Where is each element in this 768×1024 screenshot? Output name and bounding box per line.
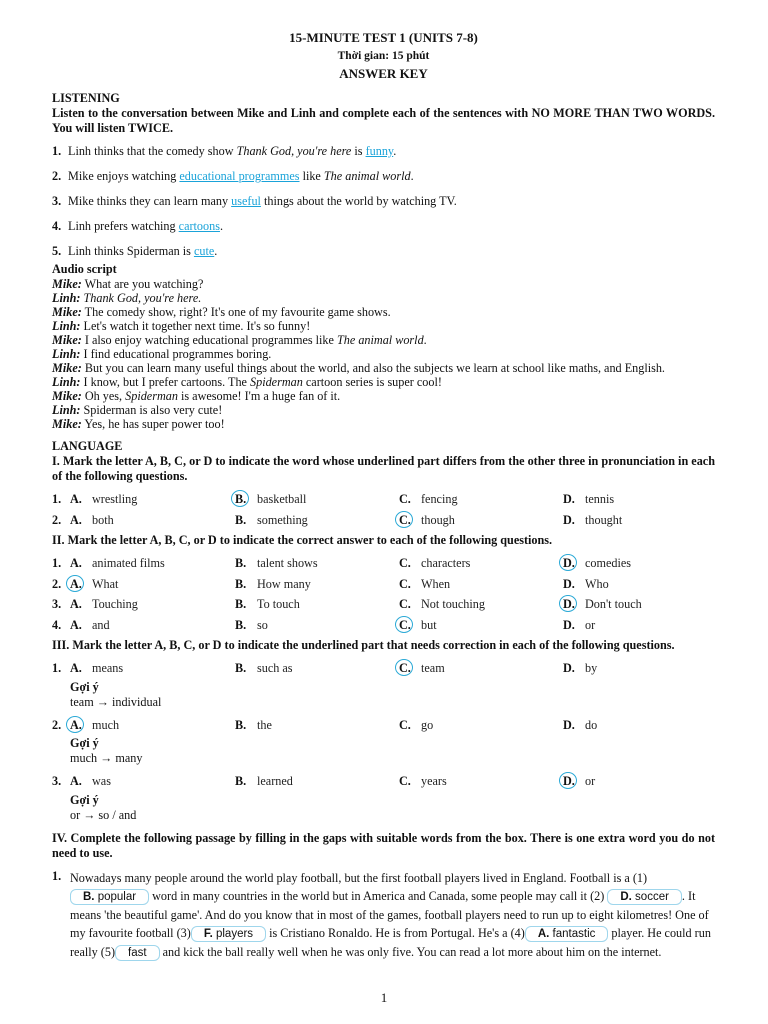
option-text: learned [257, 774, 293, 788]
option [399, 597, 563, 612]
page-title: 15-MINUTE TEST 1 (UNITS 7-8) [289, 30, 478, 45]
hint [70, 793, 715, 823]
option-letter: C. [399, 513, 421, 528]
question-number: 1. [52, 492, 62, 506]
option-letter: B. [235, 492, 257, 507]
option [70, 513, 235, 528]
option-letter: A. [70, 774, 82, 788]
hint-text: or → so / and [70, 807, 137, 822]
script-line: Mike: Oh yes, Spiderman is awesome! I'm a huge fan of it. [52, 389, 341, 403]
correct-answer-circle [395, 659, 413, 676]
option-text: basketball [257, 492, 307, 506]
correct-answer-circle [559, 554, 577, 571]
option [235, 513, 399, 528]
hint-text: team → individual [70, 694, 162, 709]
script-line: Mike: What are you watching? [52, 277, 204, 291]
correct-answer-circle [66, 575, 84, 592]
option [563, 597, 703, 612]
option-letter: B. [235, 556, 247, 570]
script-line: Mike: I also enjoy watching educational programmes like The animal world. [52, 333, 427, 347]
question-row [52, 718, 715, 733]
listening-question-4: 4. Linh prefers watching cartoons. [52, 219, 224, 233]
correct-answer-circle [559, 595, 577, 612]
option-text: characters [421, 556, 471, 570]
option-letter: B. [235, 717, 247, 732]
option [235, 618, 399, 633]
question-row [52, 618, 715, 633]
listening-heading: LISTENING [52, 91, 120, 105]
option [399, 618, 563, 633]
section-1-instruction: I. Mark the letter A, B, C, or D to indicate the word whose underlined part differs from the other three in pronunciation in each of the following questions. [52, 454, 715, 483]
option-text: but [421, 617, 437, 632]
question-row [52, 577, 715, 592]
option-letter: C. [399, 618, 421, 633]
option-letter: A. [70, 661, 82, 675]
option-letter: D. [563, 556, 585, 571]
listening-question-5: 5. Linh thinks Spiderman is cute. [52, 244, 218, 258]
script-line: Linh: Thank God, you're here. [52, 291, 202, 305]
option-text: Touching [92, 597, 138, 611]
option [563, 661, 703, 676]
correct-answer-circle [66, 716, 84, 733]
section-2-instruction: II. Mark the letter A, B, C, or D to indicate the correct answer to each of the following questions. [52, 533, 553, 547]
option-letter: D. [563, 512, 575, 527]
option-letter: D. [563, 597, 585, 612]
option [235, 597, 399, 612]
script-line: Mike: But you can learn many useful things about the world, and also the subjects we learn at school like maths, and English. [52, 361, 665, 375]
answer-blank-5: fast [115, 945, 160, 961]
option [235, 556, 399, 571]
option-text: When [421, 576, 451, 591]
option-text: Not touching [421, 597, 485, 611]
section-4-instruction: IV. Complete the following passage by filling in the gaps with suitable words from the box. There is one extra word you do not need to use. [52, 830, 715, 860]
option [70, 661, 235, 676]
listening-question-1: 1. Linh thinks that the comedy show Thank God, you're here is funny. [52, 144, 397, 158]
option-letter: B. [235, 576, 247, 591]
option [235, 577, 399, 592]
option-text: Don't touch [585, 597, 642, 611]
answer-text: cartoons [178, 219, 220, 233]
option-text: years [421, 774, 447, 788]
listening-question-2: 2. Mike enjoys watching educational programmes like The animal world. [52, 169, 414, 183]
option-letter: C. [399, 492, 411, 506]
option [563, 618, 703, 633]
option [399, 513, 563, 528]
option [399, 556, 563, 571]
question-row [52, 661, 715, 676]
option-text: and [92, 617, 110, 632]
question-number: 2. [52, 512, 62, 527]
option-text: or [585, 774, 596, 788]
option-text: much [92, 717, 120, 732]
option [235, 718, 399, 733]
section-1-rows [52, 492, 715, 528]
question-number: 1. [52, 556, 62, 570]
hint [70, 736, 715, 766]
option [70, 556, 235, 571]
option-letter: B. [235, 661, 247, 675]
hint-label: Gợi ý [70, 792, 99, 807]
option-text: thought [585, 512, 623, 527]
option [563, 577, 703, 592]
script-line: Linh: Spiderman is also very cute! [52, 403, 223, 417]
option [399, 661, 563, 676]
audio-script-heading: Audio script [52, 262, 117, 276]
option-letter: D. [563, 617, 575, 632]
page-number: 1 [380, 990, 388, 1005]
option [399, 774, 563, 789]
listening-instruction: Listen to the conversation between Mike and Linh and complete each of the sentences with NO MORE THAN TWO WORDS. You will listen TWICE. [52, 106, 715, 135]
option-letter: A. [70, 556, 82, 570]
option [399, 492, 563, 507]
time-label: Thời gian: 15 phút [337, 50, 430, 62]
option-text: by [585, 661, 598, 675]
answer-blank-4: A. fantastic [525, 926, 609, 942]
hint-label: Gợi ý [70, 679, 99, 694]
question-number: 4. [52, 617, 62, 632]
option-letter: C. [399, 661, 421, 676]
option [70, 618, 235, 633]
script-line: Mike: Yes, he has super power too! [52, 417, 225, 431]
option-text: How many [257, 576, 311, 591]
option-text: talent shows [257, 556, 318, 570]
question-number: 3. [52, 597, 62, 611]
option [70, 577, 235, 592]
question-row [52, 597, 715, 612]
option-text: something [257, 512, 308, 527]
option [235, 774, 399, 789]
option [235, 492, 399, 507]
option-text: team [421, 661, 445, 675]
option [563, 513, 703, 528]
correct-answer-circle [395, 616, 413, 633]
question-row [52, 774, 715, 789]
option-text: animated films [92, 556, 165, 570]
option [563, 492, 703, 507]
document-page [52, 30, 715, 961]
option-letter: C. [399, 556, 411, 570]
question-row [52, 513, 715, 528]
listening-questions [52, 144, 715, 259]
option [70, 718, 235, 733]
script-line: Linh: I find educational programmes boring. [52, 347, 272, 361]
option [399, 718, 563, 733]
answer-key-heading: ANSWER KEY [339, 66, 428, 81]
answer-text: cute [193, 244, 215, 258]
script-line: Linh: Let's watch it together next time. It's so funny! [52, 319, 311, 333]
correct-answer-circle [231, 490, 249, 507]
option-text: Who [585, 576, 609, 591]
hint [70, 680, 715, 710]
option-letter: A. [70, 492, 82, 506]
section-3-instruction: III. Mark the letter A, B, C, or D to indicate the underlined part that needs correction in each of the following questions. [52, 638, 675, 652]
option-text: fencing [421, 492, 458, 506]
option [563, 774, 703, 789]
option-text: such as [257, 661, 293, 675]
question-number: 1. [52, 661, 62, 675]
option-letter: A. [70, 577, 92, 592]
option [563, 556, 703, 571]
question-row [52, 556, 715, 571]
answer-blank-3: F. players [191, 926, 266, 942]
audio-script [52, 277, 715, 431]
option [235, 661, 399, 676]
option-text: was [92, 774, 111, 788]
option-letter: B. [235, 512, 247, 527]
hint-label: Gợi ý [70, 736, 99, 750]
option-letter: D. [563, 492, 575, 506]
option [399, 577, 563, 592]
answer-text: useful [231, 194, 261, 208]
option-letter: A. [70, 617, 82, 632]
option-text: though [421, 512, 455, 527]
option-letter: D. [563, 661, 575, 675]
option-letter: B. [235, 774, 247, 788]
option [563, 718, 703, 733]
option-letter: D. [563, 576, 575, 591]
answer-blank-2: D. soccer [607, 889, 682, 905]
correct-answer-circle [559, 772, 577, 789]
passage: 1. Nowadays many people around the world play football, but the first football players lived in England. Football is a (1)B. popular word in many countries in the world but in America and Canada, some people may call it (2) D. soccer . It means 'the beautiful game'. And do you know that in most of the games, football players need to run up to eight kilometres! One of my favourite football (3) F. players is Cristiano Ronaldo. He is from Portugal. He's a (4) A. fantastic player. He could run really (5) fast and kick the ball really well when he was only five. You can read a lot more about him on the internet. [52, 869, 715, 962]
option-text: means [92, 661, 124, 675]
option-letter: C. [399, 774, 411, 788]
option-letter: C. [399, 576, 411, 591]
option-text: To touch [257, 597, 300, 611]
script-line: Linh: I know, but I prefer cartoons. The Spiderman cartoon series is super cool! [52, 375, 442, 389]
section-3-rows [52, 661, 715, 823]
option-letter: B. [235, 597, 247, 611]
option-letter: C. [399, 717, 411, 732]
listening-question-3: 3. Mike thinks they can learn many useful things about the world by watching TV. [52, 194, 457, 208]
option-letter: B. [235, 617, 247, 632]
passage-text: Nowadays many people around the world play football, but the first football players lived in England. Football is a (1)B. popular word in many countries in the world but in America and Canada, some people may call it (2) D. soccer . It means 'the beautiful game'. And do you know that in most of the games, football players need to run up to eight kilometres! One of my favourite football (3) F. players is Cristiano Ronaldo. He is from Portugal. He's a (4) A. fantastic player. He could run really (5) fast and kick the ball really well when he was only five. You can read a lot more about him on the internet. [70, 870, 711, 959]
option-letter: A. [70, 512, 82, 527]
option [70, 492, 235, 507]
option-text: both [92, 512, 114, 527]
question-row [52, 492, 715, 507]
option-text: so [257, 617, 268, 632]
option-text: tennis [585, 492, 615, 506]
answer-text: educational programmes [179, 169, 300, 183]
option-text: go [421, 717, 434, 732]
option-letter: A. [70, 718, 92, 733]
section-2-rows [52, 556, 715, 633]
option-text: wrestling [92, 492, 138, 506]
answer-text: funny [365, 144, 394, 158]
option-letter: D. [563, 774, 585, 789]
option-letter: A. [70, 597, 82, 611]
language-heading: LANGUAGE [52, 439, 123, 453]
option-text: do [585, 717, 598, 732]
option-text: comedies [585, 556, 632, 570]
option-letter: D. [563, 717, 575, 732]
hint-text: much → many [70, 751, 143, 765]
option-letter: C. [399, 597, 411, 611]
option-text: the [257, 717, 272, 732]
answer-blank-1: B. popular [70, 889, 149, 905]
option-text: What [92, 576, 119, 591]
question-number: 3. [52, 774, 62, 788]
correct-answer-circle [395, 511, 413, 528]
option [70, 597, 235, 612]
question-number: 2. [52, 717, 62, 732]
script-line: Mike: The comedy show, right? It's one of my favourite game shows. [52, 305, 391, 319]
question-number: 2. [52, 576, 62, 591]
option-text: or [585, 617, 596, 632]
option [70, 774, 235, 789]
